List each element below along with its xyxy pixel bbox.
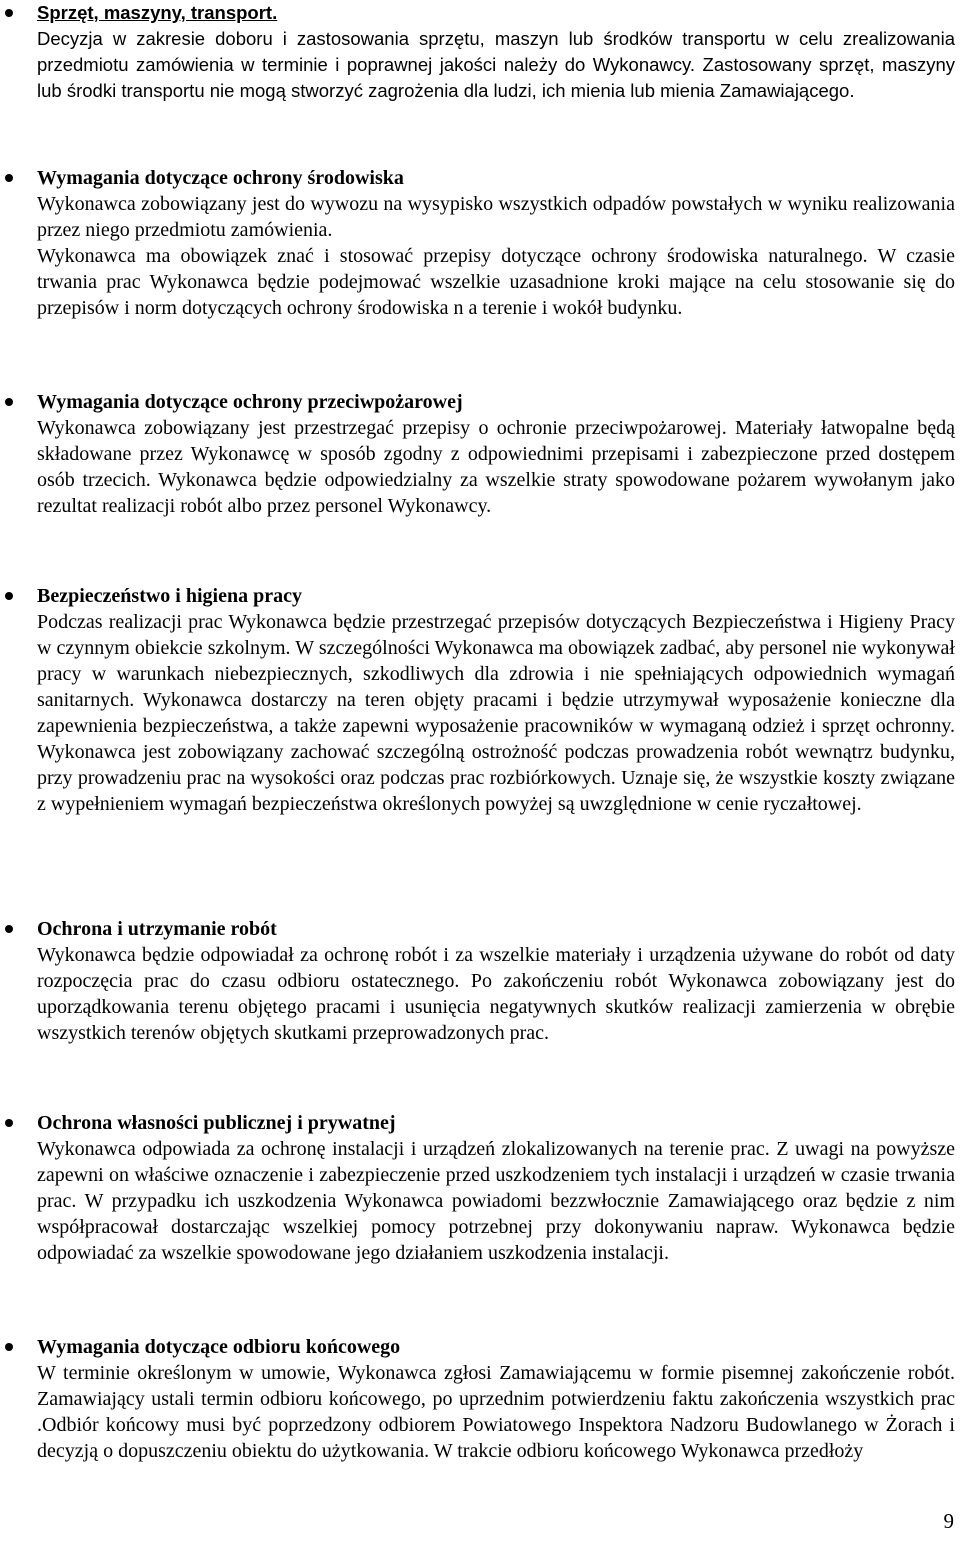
section-heading: Bezpieczeństwo i higiena pracy	[37, 585, 302, 607]
bullet-icon	[5, 592, 13, 600]
section-content	[37, 916, 955, 1046]
section-content	[37, 1334, 955, 1464]
bullet-icon	[5, 174, 13, 182]
page-number: 9	[943, 1509, 954, 1533]
section-heading: Wymagania dotyczące ochrony przeciwpożarowej	[37, 391, 463, 413]
section-heading: Ochrona i utrzymanie robót	[37, 918, 277, 940]
section-paragraph: Wykonawca zobowiązany jest do wywozu na wysypisko wszystkich odpadów powstałych w wyniku realizowania przez niego przedmiotu zamówienia.	[37, 193, 955, 241]
bullet-icon	[5, 1119, 13, 1127]
section-paragraph: Wykonawca odpowiada za ochronę instalacji i urządzeń zlokalizowanych na terenie prac. Z uwagi na powyższe zapewni on właściwe oznaczenie i zabezpieczenie przed uszkodzeniem tych instalacji i urządzeń w czasie trwania prac. W przypadku ich uszkodzenia Wykonawca powiadomi bezzwłocznie Zamawiającego oraz będzie z nim współpracował dostarczając wszelkiej pomocy potrzebnej przy dokonywaniu napraw. Wykonawca będzie odpowiadać za wszelkie spowodowane jego działaniem uszkodzenia instalacji.	[37, 1138, 955, 1264]
bullet-icon	[5, 925, 13, 933]
section-content	[37, 165, 955, 321]
section-paragraph: Decyzja w zakresie doboru i zastosowania sprzętu, maszyn lub środków transportu w celu zrealizowania przedmiotu zamówienia w terminie i poprawnej jakości należy do Wykonawcy. Zastosowany sprzęt, maszyny lub środki transportu nie mogą stworzyć zagrożenia dla ludzi, ich mienia lub mienia Zamawiającego.	[37, 28, 955, 101]
section-heading: Ochrona własności publicznej i prywatnej	[37, 1112, 396, 1134]
section-content	[37, 0, 955, 104]
section-paragraph: W terminie określonym w umowie, Wykonawca zgłosi Zamawiającemu w formie pisemnej zakończenie robót. Zamawiający ustali termin odbioru końcowego, po uprzednim potwierdzeniu faktu zakończenia wszystkich prac .Odbiór końcowy musi być poprzedzony odbiorem Powiatowego Inspektora Nadzoru Budowlanego w Żorach i decyzją o dopuszczeniu obiektu do użytkowania. W trakcie odbioru końcowego Wykonawca przedłoży	[37, 1362, 955, 1462]
section-paragraph: Podczas realizacji prac Wykonawca będzie przestrzegać przepisów dotyczących Bezpieczeństwa i Higieny Pracy w czynnym obiekcie szkolnym. W szczególności Wykonawca ma obowiązek zadbać, aby personel nie wykonywał pracy w warunkach niebezpiecznych, szkodliwych dla zdrowia i nie spełniających odpowiednich wymagań sanitarnych. Wykonawca dostarczy na teren objęty pracami i będzie utrzymywał wyposażenie konieczne dla zapewnienia bezpieczeństwa, a także zapewni wyposażenie pracowników w wymaganą odzież i sprzęt ochronny. Wykonawca jest zobowiązany zachować szczególną ostrożność podczas prowadzenia robót wewnątrz budynku, przy prowadzeniu prac na wysokości oraz podczas prac rozbiórkowych. Uznaje się, że wszystkie koszty związane z wypełnieniem wymagań bezpieczeństwa określonych powyżej są uwzględnione w cenie ryczałtowej.	[37, 611, 955, 815]
section-paragraph: Wykonawca będzie odpowiadał za ochronę robót i za wszelkie materiały i urządzenia używane do robót od daty rozpoczęcia prac do czasu odbioru ostatecznego. Po zakończeniu robót Wykonawca zobowiązany jest do uporządkowania terenu objętego pracami i usunięcia negatywnych skutków realizacji zamierzenia w obrębie wszystkich terenów objętych skutkami przeprowadzonych prac.	[37, 944, 955, 1044]
section-heading: Sprzęt, maszyny, transport.	[37, 2, 278, 23]
bullet-icon	[5, 1343, 13, 1351]
section-content	[37, 583, 955, 817]
section-heading: Wymagania dotyczące odbioru końcowego	[37, 1336, 401, 1358]
section-heading: Wymagania dotyczące ochrony środowiska	[37, 167, 404, 189]
section-content	[37, 389, 955, 519]
bullet-icon	[5, 398, 13, 406]
section-paragraph: Wykonawca zobowiązany jest przestrzegać przepisy o ochronie przeciwpożarowej. Materiały łatwopalne będą składowane przez Wykonawcę w sposób zgodny z odpowiednimi przepisami i zabezpieczone przed dostępem osób trzecich. Wykonawca będzie odpowiedzialny za wszelkie straty spowodowane pożarem wywołanym jako rezultat realizacji robót albo przez personel Wykonawcy.	[37, 417, 955, 517]
section-content	[37, 1110, 955, 1266]
section-paragraph: Wykonawca ma obowiązek znać i stosować przepisy dotyczące ochrony środowiska naturalnego. W czasie trwania prac Wykonawca będzie podejmować wszelkie uzasadnione kroki mające na celu stosowanie się do przepisów i norm dotyczących ochrony środowiska n a terenie i wokół budynku.	[37, 245, 955, 319]
bullet-icon	[5, 9, 13, 17]
